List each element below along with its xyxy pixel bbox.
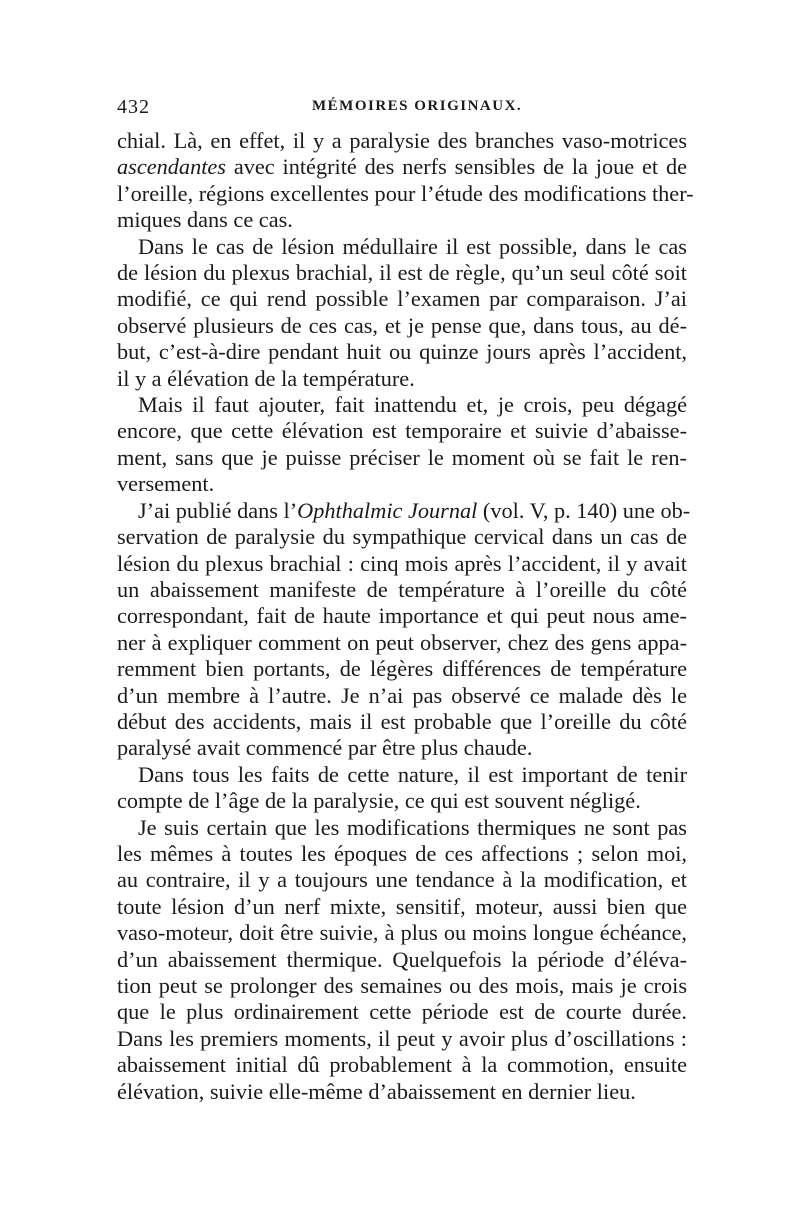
text-line: abaissement initial dû probablement à la commotion, ensuite — [117, 1052, 687, 1078]
text-line: lésion du plexus brachial : cinq mois après l’accident, il y avait — [117, 550, 687, 576]
text-line: J’ai publié dans l’Ophthalmic Journal (vol. V, p. 140) une ob- — [138, 497, 691, 523]
paragraph — [117, 392, 687, 498]
text-line: d’un abaissement thermique. Quelquefois la période d’éléva- — [117, 946, 687, 972]
text-line: paralysé avait commencé par être plus chaude. — [117, 735, 533, 761]
running-title: MÉMOIRES ORIGINAUX. — [312, 98, 523, 114]
text-line: l’oreille, régions excellentes pour l’étude des modifications ther- — [117, 180, 694, 206]
text-line: que le plus ordinairement cette période est de courte durée. — [117, 999, 687, 1025]
text-line: encore, que cette élévation est temporaire et suivie d’abaisse- — [117, 418, 687, 444]
text-line: Dans le cas de lésion médullaire il est possible, dans le cas — [138, 233, 687, 259]
text-line: toute lésion d’un nerf mixte, sensitif, moteur, aussi bien que — [117, 893, 687, 919]
paragraph — [117, 497, 691, 762]
paragraph — [117, 128, 694, 234]
text-line: il y a élévation de la température. — [117, 365, 415, 391]
text-line: élévation, suivie elle-même d’abaissement en dernier lieu. — [117, 1078, 636, 1104]
text-line: ment, sans que je puisse préciser le moment où se fait le ren- — [117, 444, 687, 470]
text-line: d’un membre à l’autre. Je n’ai pas observé ce malade dès le — [117, 682, 687, 708]
text-line: correspondant, fait de haute importance et qui peut nous ame- — [117, 603, 687, 629]
paragraph — [117, 762, 687, 815]
text-line: Je suis certain que les modifications thermiques ne sont pas — [138, 814, 687, 840]
text-line: servation de paralysie du sympathique cervical dans un cas de — [117, 524, 687, 550]
text-line: but, c’est-à-dire pendant huit ou quinze jours après l’accident, — [117, 339, 687, 365]
text-line: vaso-moteur, doit être suivie, à plus ou moins longue échéance, — [117, 920, 687, 946]
text-line: Dans les premiers moments, il peut y avoir plus d’oscillations : — [117, 1025, 687, 1051]
text-line: versement. — [117, 471, 215, 497]
text-line: chial. Là, en effet, il y a paralysie des branches vaso-motrices — [117, 128, 687, 153]
text-line: observé plusieurs de ces cas, et je pense que, dans tous, au dé- — [117, 312, 687, 338]
text-line: les mêmes à toutes les époques de ces affections ; selon moi, — [117, 840, 687, 866]
page-header — [117, 96, 687, 122]
text-line: ascendantes avec intégrité des nerfs sensibles de la joue et de — [117, 154, 687, 180]
text-line: un abaissement manifeste de température à l’oreille du côté — [117, 576, 687, 602]
text-line: Mais il faut ajouter, fait inattendu et, je crois, peu dégagé — [138, 392, 687, 418]
text-line: miques dans ce cas. — [117, 207, 293, 233]
text-line: au contraire, il y a toujours une tendance à la modification, et — [117, 867, 687, 893]
page-number: 432 — [117, 96, 150, 118]
paragraph — [117, 234, 687, 392]
text-line: tion peut se prolonger des semaines ou des mois, mais je crois — [117, 973, 687, 998]
text-line: début des accidents, mais il est probable que l’oreille du côté — [117, 708, 687, 734]
text-line: de lésion du plexus brachial, il est de règle, qu’un seul côté soit — [117, 260, 687, 286]
body-text — [117, 128, 694, 1105]
text-line: remment bien portants, de légères différences de température — [117, 656, 687, 682]
text-line: ner à expliquer comment on peut observer, chez des gens appa- — [117, 629, 687, 655]
text-line: Dans tous les faits de cette nature, il est important de tenir — [138, 761, 687, 787]
paragraph — [117, 815, 687, 1105]
text-line: modifié, ce qui rend possible l’examen par comparaison. J’ai — [117, 286, 687, 312]
text-line: compte de l’âge de la paralysie, ce qui est souvent négligé. — [117, 788, 641, 814]
